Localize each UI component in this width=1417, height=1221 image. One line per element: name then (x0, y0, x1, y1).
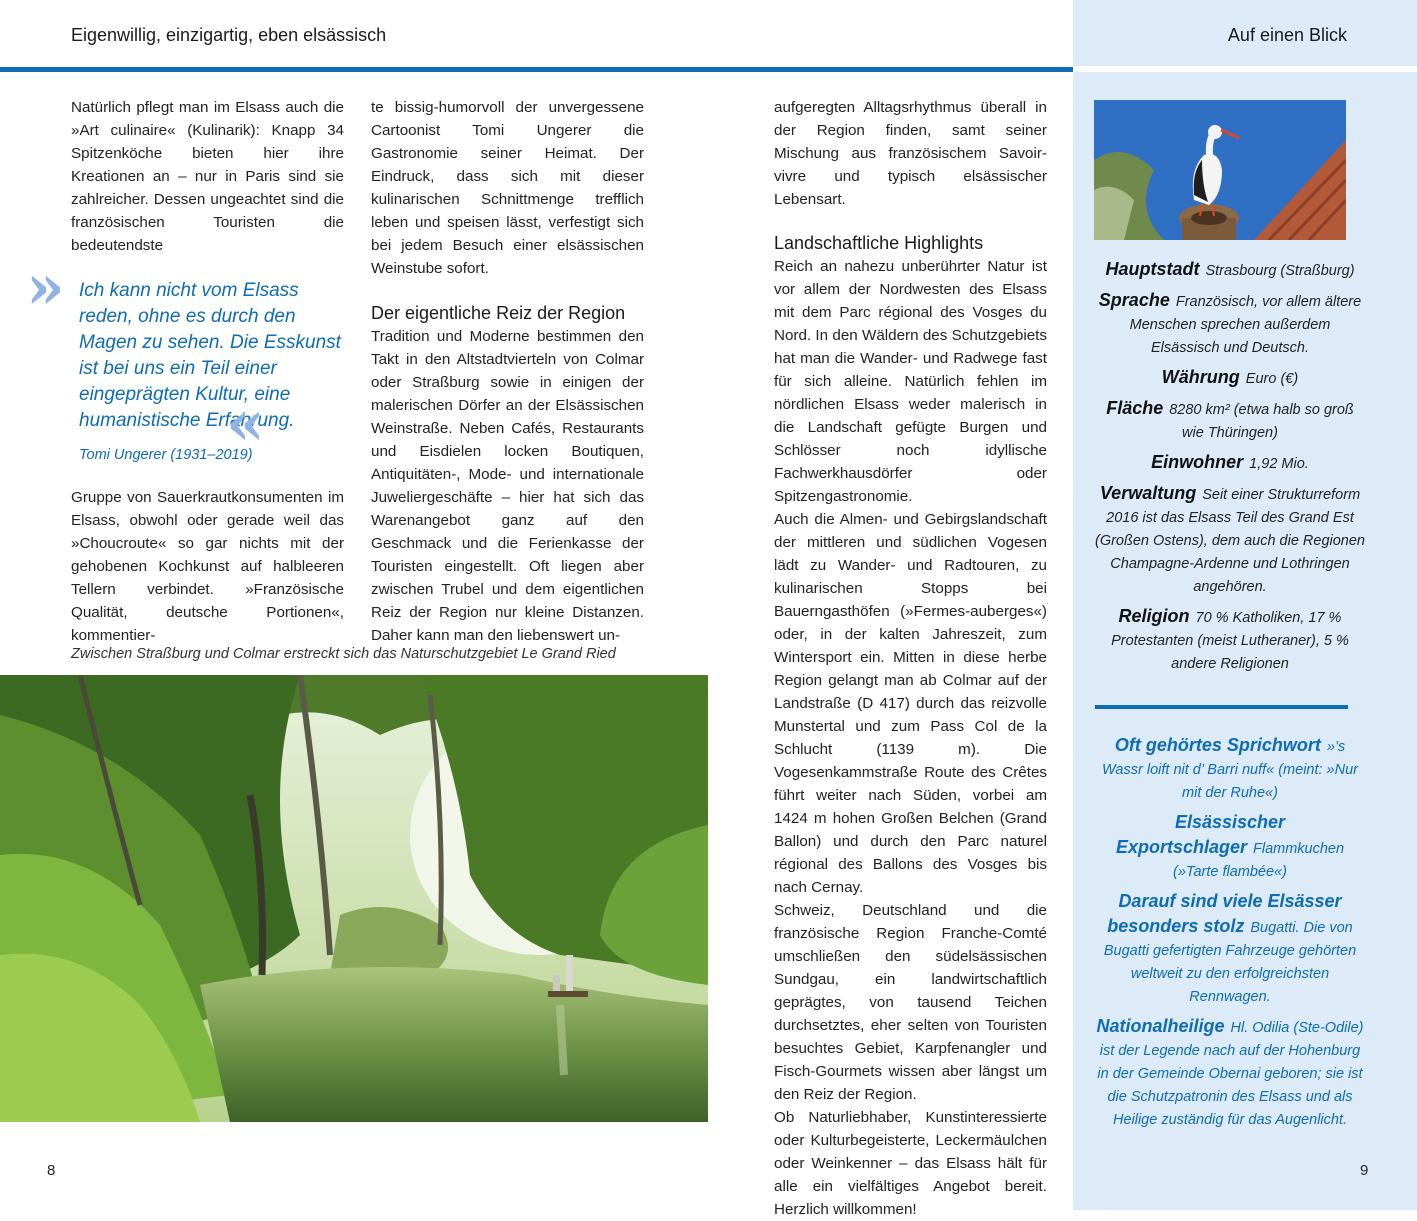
facts-list (1094, 258, 1366, 682)
extra-key: Nationalheilige (1096, 1016, 1225, 1036)
photo-caption: Zwischen Straßburg und Colmar erstreckt sich das Naturschutzgebiet Le Grand Ried (71, 646, 616, 662)
paragraph: Gruppe von Sauerkrautkonsumenten im Elsass, obwohl oder gerade weil das »Choucroute« so gar nichts mit der gehobenen Kochkunst auf halbleeren Tellern verbindet. »Französische Qualität, deutsche Portionen«, kommentier- (71, 489, 344, 644)
extra-item (1094, 1015, 1366, 1132)
paragraph: Natürlich pflegt man im Elsass auch die »Art culinaire« (Kulinarik): Knapp 34 Spitzenköche bieten hier ihre Kreationen an – nur in Paris sind sie zahlreicher. Dessen ungeachtet sind die französischen Touristen die bedeutendste (71, 99, 344, 254)
extra-item (1094, 890, 1366, 1009)
quote-open-mark: » (26, 250, 65, 323)
paragraph: Tradition und Moderne bestimmen den Takt in den Altstadtvierteln von Colmar oder Straßburg sowie in einigen der malerischen Dörfer an der Elsässischen Weinstraße. Neben Cafés, Restaurants und Eisdielen locken Boutiquen, Antiquitäten-, Mode- und internationale Juweliergeschäfte – hier hat sich das Warenangebot ganz auf den Geschmack und die Ferienkasse der Touristen eingestellt. Oft liegen aber zwischen Trubel und dem eigentlichen Reiz der Region nur kleine Distanzen. Daher kann man den liebenswert un- (371, 328, 644, 644)
fact-key: Einwohner (1151, 452, 1244, 472)
fact-value: Seit einer Strukturreform 2016 ist das Elsass Teil des Grand Est (Großen Ostens), dem auch die Regionen Champagne-Ardenne und Lothringen angehören. (1095, 487, 1365, 595)
section-heading: Der eigentliche Reiz der Region (371, 303, 626, 323)
pull-quote-author: Tomi Ungerer (1931–2019) (79, 447, 253, 463)
extra-value: »’s Wassr loift nit d’ Barri nuff« (meint: »Nur mit der Ruhe«) (1102, 739, 1358, 801)
column-1-bottom (71, 486, 344, 647)
fact-key: Religion (1118, 606, 1190, 626)
section-heading: Landschaftliche Highlights (774, 233, 984, 253)
fact-value: Strasbourg (Straßburg) (1205, 263, 1355, 279)
extra-key: Darauf sind viele Elsässer besonders stolz (1107, 891, 1342, 936)
fact-item (1094, 366, 1366, 391)
fact-item (1094, 482, 1366, 599)
paragraph: Schweiz, Deutschland und die französische Region Franche-Comté umschließen den südelsässischen Sundgau, ein landwirtschaftlich geprägtes, von tausend Teichen durchsetztes, eher selten von Touristen besuchtes Gebiet, Karpfenangler und Fisch-Gourmets wissen aber längst um den Reiz der Region. (774, 902, 1047, 1103)
header-rule (0, 67, 1073, 72)
extra-item (1094, 811, 1366, 884)
paragraph: Auch die Almen- und Gebirgslandschaft der mittleren und südlichen Vogesen lädt zu Wander- und Radtouren, zu kulinarischen Stopps bei Bauerngasthöfen (»Fermes-auberges«) oder, in der kalten Jahreszeit, zum Wintersport ein. Mitten in diese herbe Region gelangt man ab Colmar auf der Landstraße (D 417) durch das reizvolle Munstertal und zum Pass Col de la Schlucht (1139 m). Die Vogesenkammstraße Route des Crêtes führt weiter nach Süden, vorbei am 1424 m hohen Großen Belchen (Grand Ballon) und durch den Parc naturel régional des Ballons des Vosges bis nach Cernay. (774, 511, 1047, 896)
fact-key: Hauptstadt (1105, 259, 1200, 279)
pull-quote (79, 278, 349, 434)
fact-key: Fläche (1106, 398, 1164, 418)
fact-value: Euro (€) (1245, 371, 1299, 387)
fact-item (1094, 289, 1366, 360)
fact-key: Währung (1161, 367, 1240, 387)
fact-key: Sprache (1098, 290, 1170, 310)
column-1-top (71, 96, 344, 257)
pull-quote-text: Ich kann nicht vom Elsass reden, ohne es durch den Magen zu sehen. Die Esskunst ist bei uns ein Teil einer eingeprägten Kultur, eine humanistische Erfahrung. (79, 280, 341, 431)
fact-value: 70 % Katholiken, 17 % Protestanten (meist Lutheraner), 5 % andere Religionen (1111, 610, 1349, 672)
extra-key: Oft gehörtes Sprichwort (1114, 735, 1321, 755)
sidebar-divider (1073, 66, 1417, 72)
page-number-left: 8 (47, 1162, 56, 1179)
fact-value: 8280 km² (etwa halb so groß wie Thüringen) (1169, 402, 1354, 441)
fact-item (1094, 605, 1366, 676)
paragraph: te bissig-humorvoll der unvergessene Cartoonist Tomi Ungerer die Gastronomie seiner Heimat. Der Eindruck, dass sich mit dieser kulinarischen Schnittmenge trefflich leben und speisen lässt, verfestigt sich bei jedem Besuch einer elsässischen Weinstube sofort. (371, 99, 644, 277)
fact-value: 1,92 Mio. (1249, 456, 1309, 472)
extra-key: Elsässischer Exportschlager (1115, 812, 1286, 857)
fact-item (1094, 397, 1366, 445)
river-photo (0, 675, 708, 1122)
river-forest-illustration (0, 675, 708, 1122)
running-header-left: Eigenwillig, einzigartig, eben elsässisch (71, 25, 387, 45)
facts-divider (1095, 705, 1348, 709)
column-3 (774, 96, 1047, 1221)
paragraph: Reich an nahezu unberührter Natur ist vor allem der Nordwesten des Elsass mit dem Parc régional des Vosges du Nord. In den Wäldern des Schutzgebiets hat man die Wander- und Radwege fast für sich alleine. Natürlich fehlen im nördlichen Elsass weder malerisch in die Landschaft gefügte Burgen und Schlösser noch idyllische Fachwerkhausdörfer oder Spitzengastronomie. (774, 258, 1047, 505)
extra-value: Flammkuchen (»Tarte flambée«) (1173, 841, 1345, 880)
fact-key: Verwaltung (1099, 483, 1197, 503)
extra-value: Bugatti. Die von Bugatti gefertigten Fahrzeuge gehörten weltweit zu den erfolgreichsten Rennwagen. (1103, 920, 1357, 1005)
fact-item (1094, 258, 1366, 283)
paragraph: aufgeregten Alltagsrhythmus überall in der Region finden, samt seiner Mischung aus französischem Savoir-vivre und typisch elsässischer Lebensart. (774, 99, 1047, 208)
stork-on-chimney-illustration (1094, 100, 1346, 240)
extra-value: Hl. Odilia (Ste-Odile) ist der Legende nach auf der Hohenburg in der Gemeinde Obernai geboren; sie ist die Schutzpatronin des Elsass und als Heilige zuständig für das Augenlicht. (1097, 1020, 1364, 1128)
extras-list (1094, 734, 1366, 1138)
fact-item (1094, 451, 1366, 476)
quote-close-mark: « (226, 386, 265, 459)
extra-item (1094, 734, 1366, 805)
stork-photo (1094, 100, 1346, 240)
paragraph: Ob Naturliebhaber, Kunstinteressierte oder Kulturbegeisterte, Leckermäulchen oder Weinkenner – das Elsass hält für alle ein vielfältiges Angebot bereit. Herzlich willkommen! (774, 1109, 1047, 1218)
running-header-right: Auf einen Blick (1227, 25, 1347, 45)
column-2 (371, 96, 644, 647)
page-number-right: 9 (1360, 1162, 1369, 1179)
fact-value: Französisch, vor allem ältere Menschen sprechen außerdem Elsässisch und Deutsch. (1129, 294, 1362, 356)
